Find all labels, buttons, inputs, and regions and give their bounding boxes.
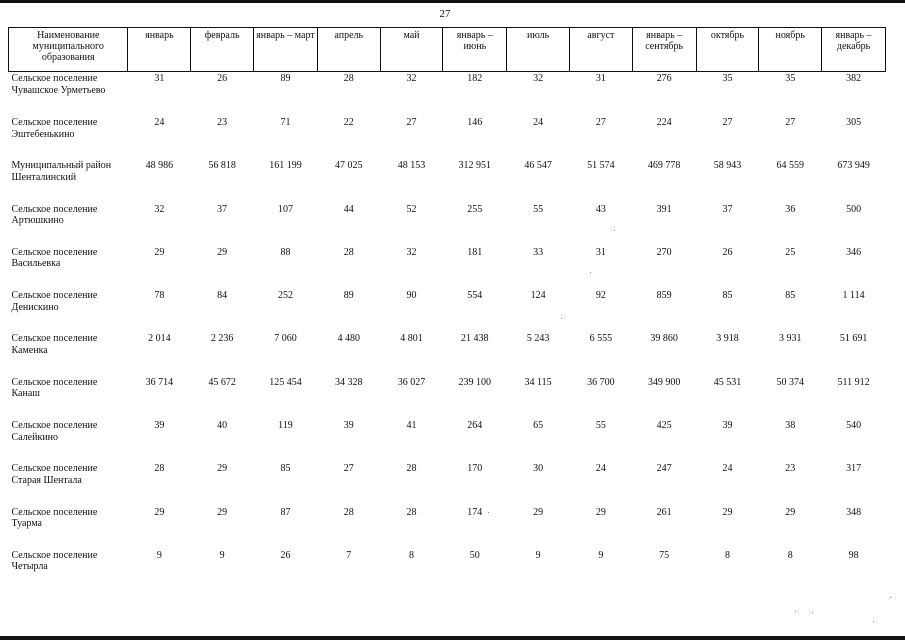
value-cell: 26 bbox=[217, 73, 228, 84]
value-cell: 346 bbox=[846, 246, 862, 258]
column-header: апрель bbox=[317, 28, 380, 72]
value-cell: 39 860 bbox=[650, 333, 678, 345]
value-cell: 29 bbox=[722, 506, 733, 518]
value-cell: 38 bbox=[785, 420, 796, 432]
value-cell: 92 bbox=[595, 290, 606, 302]
value-cell: 29 bbox=[217, 246, 228, 258]
value-cell: 554 bbox=[467, 290, 483, 302]
column-header: январь – декабрь bbox=[822, 28, 886, 72]
value-cell: 37 bbox=[217, 203, 228, 215]
scan-speck bbox=[812, 612, 813, 613]
municipality-name-cell: Сельское поселение Артюшкино bbox=[11, 203, 98, 227]
value-cell: 9 bbox=[156, 549, 162, 561]
value-cell: 24 bbox=[595, 463, 606, 475]
value-cell: 29 bbox=[154, 246, 165, 258]
value-cell: 43 bbox=[595, 203, 606, 215]
table-row bbox=[9, 377, 886, 420]
value-cell: 26 bbox=[280, 549, 291, 561]
value-cell: 391 bbox=[656, 203, 672, 215]
value-cell: 89 bbox=[343, 290, 354, 302]
value-cell: 511 912 bbox=[837, 376, 870, 388]
value-cell: 27 bbox=[343, 463, 354, 475]
value-cell: 29 bbox=[785, 506, 796, 518]
value-cell: 28 bbox=[154, 463, 165, 475]
value-cell: 88 bbox=[280, 246, 291, 258]
value-cell: 224 bbox=[656, 117, 672, 128]
value-cell: 348 bbox=[846, 506, 862, 518]
scan-speck bbox=[873, 621, 874, 622]
municipality-name-cell: Сельское поселение Каменка bbox=[11, 333, 98, 356]
table-row bbox=[9, 507, 886, 550]
value-cell: 56 818 bbox=[208, 160, 236, 172]
column-header: август bbox=[569, 28, 632, 72]
value-cell: 2 014 bbox=[148, 333, 171, 345]
bottom-border bbox=[0, 636, 905, 640]
value-cell: 9 bbox=[535, 549, 541, 561]
value-cell: 8 bbox=[787, 549, 793, 561]
value-cell: 23 bbox=[785, 463, 796, 475]
value-cell: 84 bbox=[217, 290, 228, 302]
value-cell: 24 bbox=[533, 117, 544, 128]
table-row bbox=[9, 160, 886, 203]
value-cell: 98 bbox=[848, 549, 859, 561]
value-cell: 37 bbox=[722, 203, 733, 215]
value-cell: 36 027 bbox=[397, 376, 426, 388]
value-cell: 31 bbox=[595, 73, 606, 84]
value-cell: 2 236 bbox=[210, 333, 234, 345]
value-cell: 8 bbox=[724, 549, 730, 561]
value-cell: 50 bbox=[469, 549, 480, 561]
value-cell: 31 bbox=[154, 73, 165, 84]
table-header-row bbox=[9, 28, 886, 72]
value-cell: 28 bbox=[343, 73, 354, 84]
value-cell: 78 bbox=[154, 290, 165, 302]
value-cell: 673 949 bbox=[837, 160, 870, 172]
value-cell: 36 700 bbox=[587, 376, 615, 388]
column-header: январь – сентябрь bbox=[632, 28, 696, 72]
scan-speck bbox=[590, 272, 591, 273]
table-row bbox=[9, 247, 886, 290]
column-header: январь – март bbox=[254, 28, 318, 72]
value-cell: 107 bbox=[277, 203, 293, 215]
value-cell: 41 bbox=[406, 420, 417, 432]
table-row bbox=[9, 333, 886, 376]
municipality-name-cell: Сельское поселение Туарма bbox=[11, 506, 98, 530]
table-row bbox=[9, 72, 886, 118]
value-cell: 65 bbox=[533, 420, 544, 432]
municipality-name-cell: Сельское поселение Старая Шентала bbox=[11, 463, 98, 486]
value-cell: 36 bbox=[785, 203, 796, 215]
municipality-name-cell: Сельское поселение Четырла bbox=[11, 549, 98, 573]
value-cell: 170 bbox=[467, 463, 483, 475]
value-cell: 46 547 bbox=[524, 160, 552, 172]
municipality-name-cell: Сельское поселение Чувашское Урметьево bbox=[11, 73, 106, 96]
value-cell: 382 bbox=[846, 73, 862, 84]
column-header: октябрь bbox=[696, 28, 759, 72]
municipality-name-cell: Сельское поселение Салейкино bbox=[11, 420, 98, 443]
value-cell: 3 931 bbox=[778, 333, 802, 345]
value-cell: 28 bbox=[343, 506, 354, 518]
value-cell: 125 454 bbox=[269, 376, 302, 388]
value-cell: 33 bbox=[533, 246, 544, 258]
value-cell: 48 153 bbox=[397, 160, 426, 172]
value-cell: 29 bbox=[154, 506, 165, 518]
value-cell: 27 bbox=[722, 117, 733, 128]
table-row bbox=[9, 290, 886, 333]
table-row bbox=[9, 463, 886, 506]
value-cell: 45 531 bbox=[713, 376, 742, 388]
table-body bbox=[9, 72, 886, 594]
value-cell: 90 bbox=[406, 290, 417, 302]
value-cell: 34 115 bbox=[524, 376, 552, 388]
value-cell: 27 bbox=[595, 117, 606, 128]
value-cell: 75 bbox=[659, 549, 670, 561]
value-cell: 29 bbox=[217, 463, 228, 475]
value-cell: 29 bbox=[595, 506, 606, 518]
value-cell: 29 bbox=[217, 506, 228, 518]
value-cell: 25 bbox=[785, 246, 796, 258]
value-cell: 22 bbox=[343, 117, 354, 128]
value-cell: 21 438 bbox=[461, 333, 489, 345]
value-cell: 7 060 bbox=[274, 333, 297, 345]
value-cell: 6 555 bbox=[589, 333, 613, 345]
value-cell: 3 918 bbox=[716, 333, 739, 345]
value-cell: 9 bbox=[598, 549, 604, 561]
value-cell: 27 bbox=[406, 117, 417, 128]
value-cell: 28 bbox=[406, 506, 417, 518]
value-cell: 146 bbox=[467, 117, 483, 128]
value-cell: 500 bbox=[846, 203, 862, 215]
value-cell: 48 986 bbox=[145, 160, 174, 172]
value-cell: 4 801 bbox=[400, 333, 423, 345]
value-cell: 7 bbox=[346, 549, 352, 561]
column-header: ноябрь bbox=[759, 28, 822, 72]
value-cell: 32 bbox=[406, 246, 417, 258]
value-cell: 27 bbox=[785, 117, 796, 128]
value-cell: 255 bbox=[467, 203, 483, 215]
column-header-name: Наименование муниципального образования bbox=[9, 28, 128, 72]
value-cell: 31 bbox=[595, 246, 606, 258]
value-cell: 540 bbox=[846, 420, 862, 432]
value-cell: 32 bbox=[533, 73, 544, 84]
table-row bbox=[9, 420, 886, 463]
value-cell: 182 bbox=[467, 73, 483, 84]
municipality-name-cell: Сельское поселение Денискино bbox=[11, 290, 98, 313]
value-cell: 1 114 bbox=[842, 290, 865, 302]
top-border bbox=[0, 0, 905, 3]
value-cell: 4 480 bbox=[337, 333, 360, 345]
value-cell: 30 bbox=[533, 463, 544, 475]
municipality-name-cell: Сельское поселение Васильевка bbox=[11, 246, 98, 270]
value-cell: 425 bbox=[656, 420, 672, 432]
value-cell: 252 bbox=[277, 290, 293, 302]
value-cell: 28 bbox=[406, 463, 417, 475]
value-cell: 23 bbox=[217, 117, 228, 128]
value-cell: 8 bbox=[409, 549, 415, 561]
value-cell: 36 714 bbox=[145, 376, 174, 388]
value-cell: 71 bbox=[280, 117, 291, 128]
value-cell: 39 bbox=[343, 420, 354, 432]
value-cell: 276 bbox=[656, 73, 672, 84]
value-cell: 317 bbox=[846, 463, 862, 475]
page-number: 27 bbox=[439, 8, 451, 20]
value-cell: 24 bbox=[154, 117, 165, 128]
value-cell: 239 100 bbox=[458, 376, 492, 388]
value-cell: 51 574 bbox=[587, 160, 615, 172]
value-cell: 9 bbox=[219, 549, 225, 561]
value-cell: 85 bbox=[785, 290, 796, 302]
municipality-name-cell: Муниципальный район Шенталинский bbox=[11, 160, 112, 183]
value-cell: 26 bbox=[722, 246, 733, 258]
value-cell: 859 bbox=[656, 290, 672, 302]
value-cell: 32 bbox=[154, 203, 165, 215]
value-cell: 312 951 bbox=[458, 160, 492, 172]
value-cell: 261 bbox=[656, 506, 672, 518]
value-cell: 45 672 bbox=[208, 376, 236, 388]
value-cell: 39 bbox=[154, 420, 165, 432]
column-header: июль bbox=[507, 28, 570, 72]
value-cell: 44 bbox=[343, 203, 354, 215]
value-cell: 119 bbox=[278, 420, 293, 432]
scan-speck bbox=[795, 611, 796, 612]
value-cell: 5 243 bbox=[526, 333, 550, 345]
scan-speck bbox=[890, 597, 891, 598]
municipality-name-cell: Сельское поселение Эштебенькино bbox=[11, 117, 98, 140]
table-row bbox=[9, 550, 886, 593]
value-cell: 40 bbox=[217, 420, 228, 432]
value-cell: 264 bbox=[467, 420, 483, 432]
value-cell: 32 bbox=[406, 73, 417, 84]
scan-speck bbox=[561, 318, 562, 319]
value-cell: 270 bbox=[656, 246, 672, 258]
value-cell: 47 025 bbox=[334, 160, 363, 172]
value-cell: 51 691 bbox=[839, 333, 868, 345]
value-cell: 124 bbox=[530, 290, 546, 302]
value-cell: 58 943 bbox=[713, 160, 742, 172]
value-cell: 305 bbox=[846, 117, 862, 128]
value-cell: 24 bbox=[722, 463, 733, 475]
value-cell: 247 bbox=[656, 463, 672, 475]
value-cell: 161 199 bbox=[269, 160, 302, 172]
value-cell: 349 900 bbox=[647, 376, 681, 388]
column-header: май bbox=[380, 28, 443, 72]
value-cell: 29 bbox=[533, 506, 544, 518]
value-cell: 85 bbox=[280, 463, 291, 475]
value-cell: 35 bbox=[722, 73, 733, 84]
table-row bbox=[9, 117, 886, 160]
value-cell: 64 559 bbox=[776, 160, 804, 172]
value-cell: 85 bbox=[722, 290, 733, 302]
value-cell: 174 bbox=[467, 506, 483, 518]
column-header: февраль bbox=[191, 28, 254, 72]
value-cell: 55 bbox=[595, 420, 606, 432]
column-header: январь – июнь bbox=[443, 28, 507, 72]
value-cell: 55 bbox=[533, 203, 544, 215]
value-cell: 52 bbox=[406, 203, 417, 215]
value-cell: 39 bbox=[722, 420, 733, 432]
municipality-name-cell: Сельское поселение Канаш bbox=[11, 376, 98, 400]
value-cell: 469 778 bbox=[647, 160, 681, 172]
value-cell: 87 bbox=[280, 506, 291, 518]
scan-speck bbox=[614, 230, 615, 231]
table-row bbox=[9, 204, 886, 247]
scan-speck bbox=[488, 512, 489, 513]
data-table bbox=[8, 27, 886, 593]
column-header: январь bbox=[128, 28, 191, 72]
value-cell: 28 bbox=[343, 246, 354, 258]
value-cell: 34 328 bbox=[334, 376, 363, 388]
value-cell: 50 374 bbox=[776, 376, 804, 388]
value-cell: 35 bbox=[785, 73, 796, 84]
value-cell: 89 bbox=[280, 73, 291, 84]
value-cell: 181 bbox=[467, 246, 483, 258]
